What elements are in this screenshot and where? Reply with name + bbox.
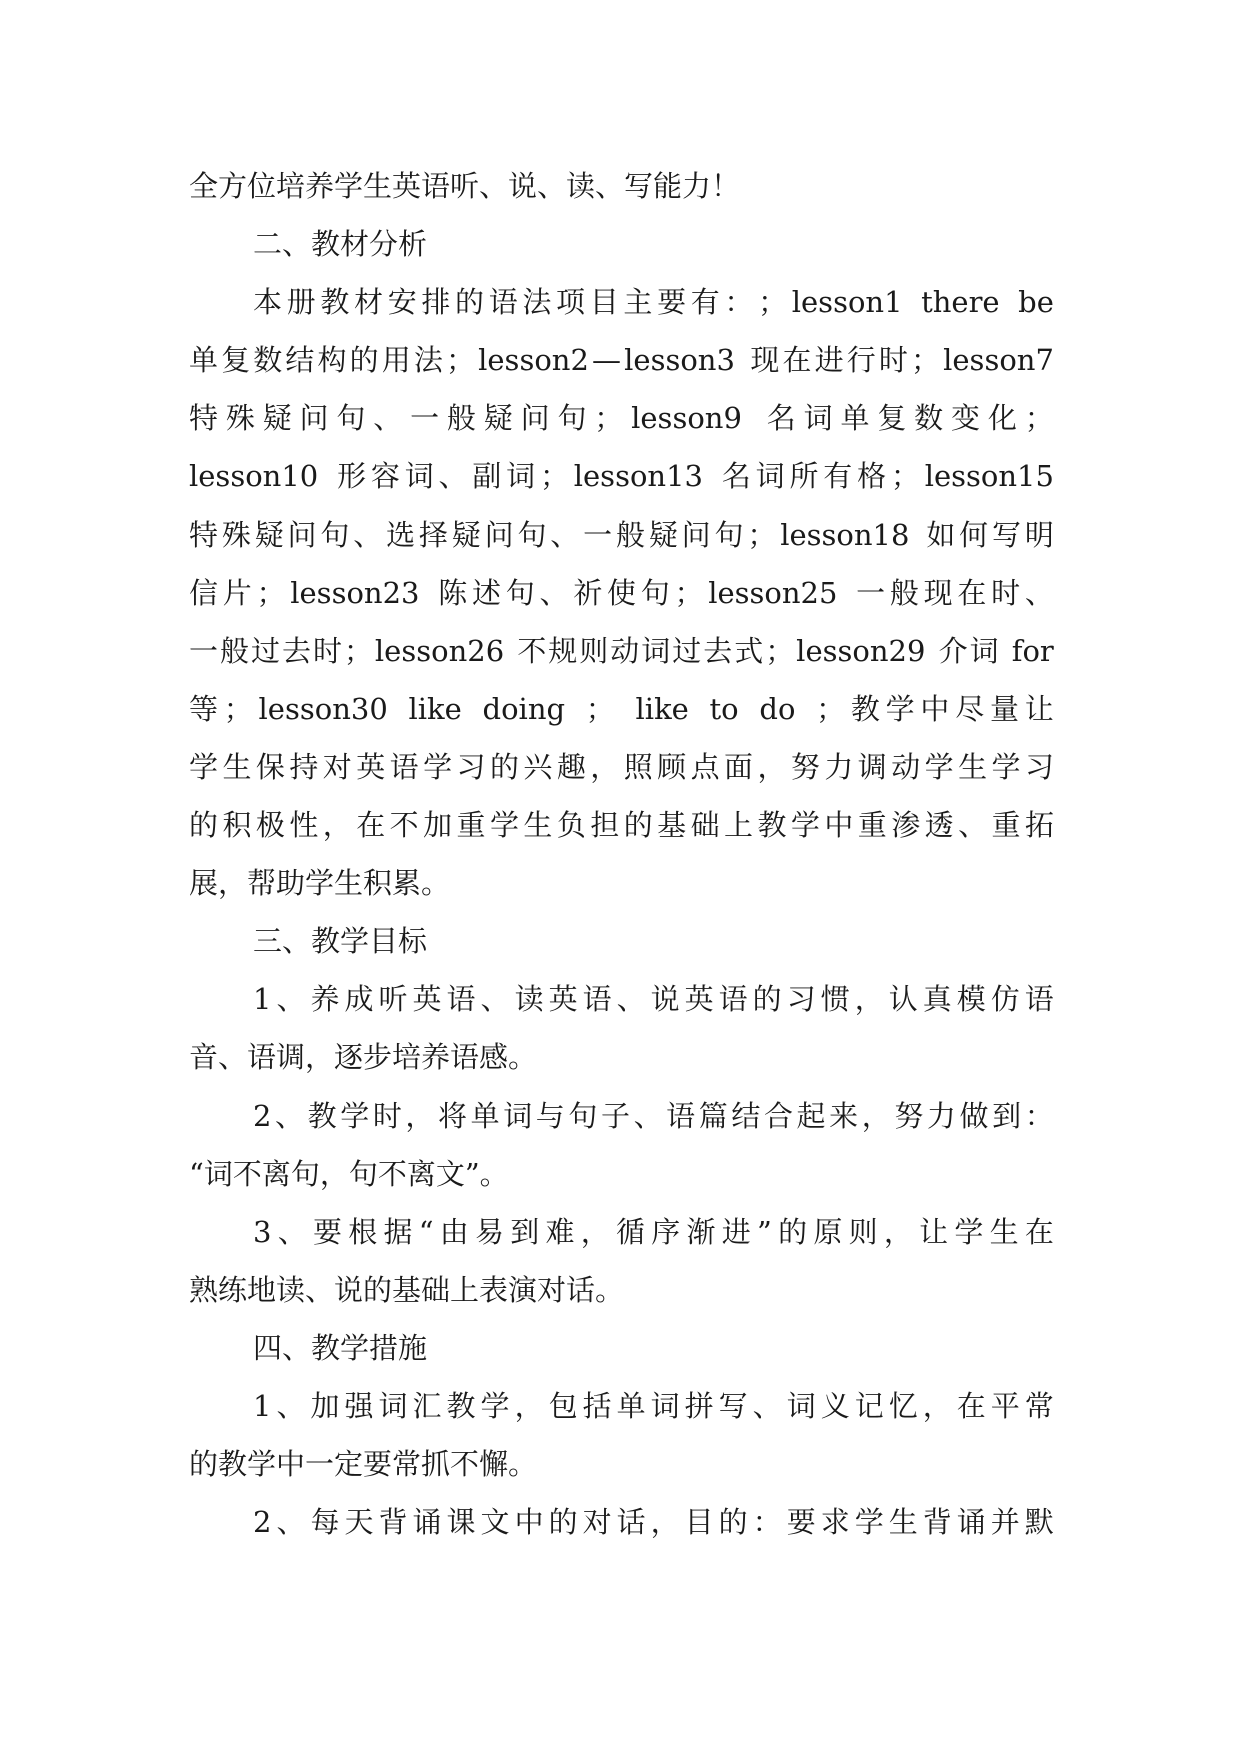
text-line: 1 、 养 成 听 英 语 、 读 英 语 、 说 英 语 的 习 惯 ， 认 真 模 仿 语	[253, 982, 1054, 1017]
text-line: 本 册 教 材 安 排 的 语 法 项 目 主 要 有 ： ； lesson1 there be	[253, 285, 1054, 320]
text-line: 3 、 要 根 据 “ 由 易 到 难 ， 循 序 渐 进 ” 的 原 则 ， 让 学 生 在	[253, 1214, 1054, 1249]
text-line: 四、教学措施	[253, 1330, 428, 1365]
text-line: 单 复 数 结 构 的 用 法 ； lesson2 — lesson3 现 在 进 行 时 ； lesson7	[189, 343, 1054, 378]
text-line: 2 、 每 天 背 诵 课 文 中 的 对 话 ， 目 的 ： 要 求 学 生 背 诵 并 默	[253, 1505, 1054, 1540]
text-line: 熟练地读、说的基础上表演对话。	[189, 1272, 625, 1307]
text-line: “词不离句，句不离文”。	[189, 1156, 509, 1191]
text-line: 的 积 极 性 ， 在 不 加 重 学 生 负 担 的 基 础 上 教 学 中 重 渗 透 、 重 拓	[189, 808, 1054, 843]
text-line: 2 、 教 学 时 ， 将 单 词 与 句 子 、 语 篇 结 合 起 来 ， 努 力 做 到 ：	[253, 1098, 1054, 1133]
text-line: 展，帮助学生积累。	[189, 866, 451, 901]
text-line: lesson10 形 容 词 、 副 词 ； lesson13 名 词 所 有 格 ； lesson15	[189, 459, 1054, 494]
text-line: 信 片 ； lesson23 陈 述 句 、 祈 使 句 ； lesson25 一 般 现 在 时 、	[189, 575, 1054, 610]
text-line: 三、教学目标	[253, 924, 428, 959]
body-text	[189, 157, 1054, 1551]
text-line: 特 殊 疑 问 句 、 选 择 疑 问 句 、 一 般 疑 问 句 ； lesson18 如 何 写 明	[189, 517, 1054, 552]
text-line: 的教学中一定要常抓不懈。	[189, 1447, 538, 1482]
text-line: 特 殊 疑 问 句 、 一 般 疑 问 句 ； lesson9 名 词 单 复 数 变 化 ；	[189, 401, 1054, 436]
text-line: 一 般 过 去 时 ； lesson26 不 规 则 动 词 过 去 式 ； lesson29 介 词 for	[189, 633, 1054, 668]
text-line: 全方位培养学生英语听、说、读、写能力！	[189, 169, 741, 203]
text-line: 音、语调，逐步培养语感。	[189, 1040, 538, 1075]
text-line: 1 、 加 强 词 汇 教 学 ， 包 括 单 词 拼 写 、 词 义 记 忆 ， 在 平 常	[253, 1388, 1054, 1423]
text-line: 学 生 保 持 对 英 语 学 习 的 兴 趣 ， 照 顾 点 面 ， 努 力 调 动 学 生 学 习	[189, 749, 1054, 784]
text-line: 等 ； lesson30 like doing ； like to do ； 教 学 中 尽 量 让	[189, 691, 1054, 726]
text-line: 二、教材分析	[253, 227, 428, 262]
